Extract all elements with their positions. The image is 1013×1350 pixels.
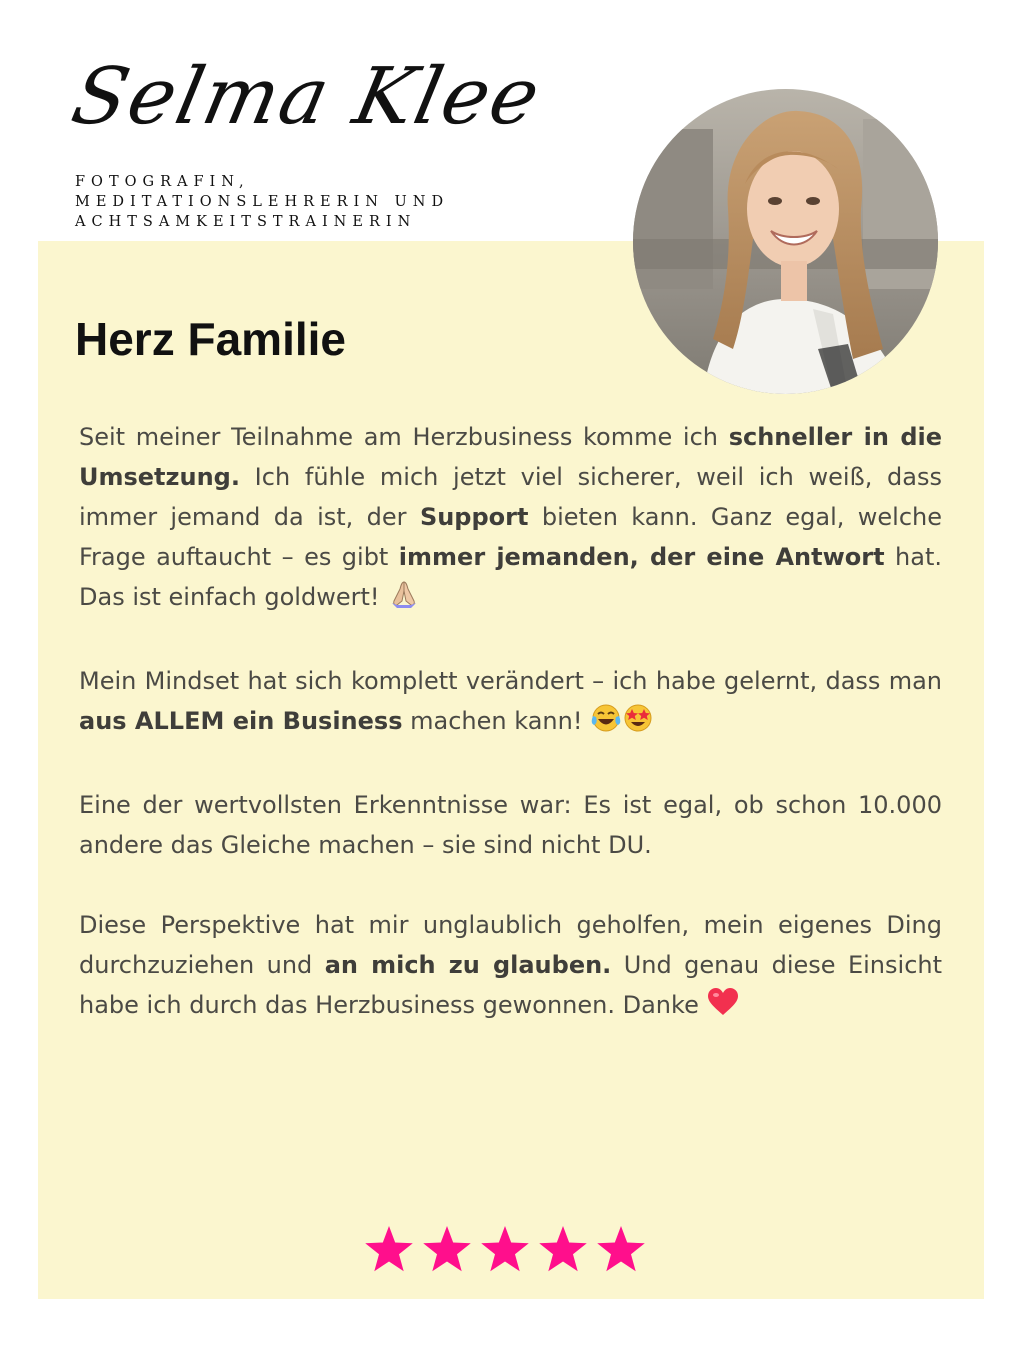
profession-subtitle [75, 172, 545, 232]
subtitle-line: FOTOGRAFIN, [75, 174, 250, 190]
text-segment: Mein Mindset hat sich komplett verändert – ich habe gelernt, dass man [79, 667, 942, 695]
praying-hands-icon [387, 579, 421, 621]
text-segment: Eine der wertvollsten Erkenntnisse war: Es ist egal, ob schon 10.000 andere das Gleiche machen – sie sind nicht DU. [79, 791, 942, 859]
text-segment-bold: Support [419, 503, 529, 531]
star-rating [360, 1222, 650, 1278]
text-segment: hat. Das ist einfach goldwert! [79, 543, 942, 611]
star-icon [592, 1222, 650, 1278]
paragraph [79, 417, 942, 621]
paragraph [79, 785, 942, 865]
star-struck-icon [622, 703, 654, 745]
text-segment-bold: an mich zu glauben. [324, 951, 612, 979]
subtitle-line: ACHTSAMKEITSTRAINERIN [75, 214, 417, 230]
text-segment: Seit meiner Teilnahme am Herzbusiness komme ich [79, 423, 729, 451]
text-segment-bold: schneller in die Umsetzung. [79, 423, 943, 491]
text-segment: Und genau diese Einsicht habe ich durch das Herzbusiness gewonnen. Danke [79, 951, 943, 1019]
signature-name: Selma Klee [64, 52, 549, 142]
text-segment: machen kann! [402, 707, 591, 735]
text-segment: Diese Perspektive hat mir unglaublich geholfen, mein eigenes Ding durchzuziehen und [79, 911, 942, 979]
card-title: Herz Familie [75, 313, 346, 365]
text-segment: Ich fühle mich jetzt viel sicherer, weil ich weiß, dass immer jemand da ist, der [79, 463, 942, 531]
red-heart-icon [706, 987, 740, 1029]
star-icon [418, 1222, 476, 1278]
subtitle-line: MEDITATIONSLEHRERIN UND [75, 194, 450, 210]
star-icon [360, 1222, 418, 1278]
testimonial-text [79, 417, 942, 1029]
star-icon [534, 1222, 592, 1278]
portrait-photo [633, 89, 938, 394]
paragraph [79, 661, 942, 745]
text-segment-bold: immer jemanden, der eine Antwort [398, 543, 885, 571]
paragraph [79, 905, 942, 1029]
star-icon [476, 1222, 534, 1278]
text-segment: bieten kann. Ganz egal, welche Frage auftaucht – es gibt [79, 503, 942, 571]
text-segment-bold: aus ALLEM ein Business [79, 707, 403, 735]
tears-of-joy-icon [590, 703, 622, 745]
